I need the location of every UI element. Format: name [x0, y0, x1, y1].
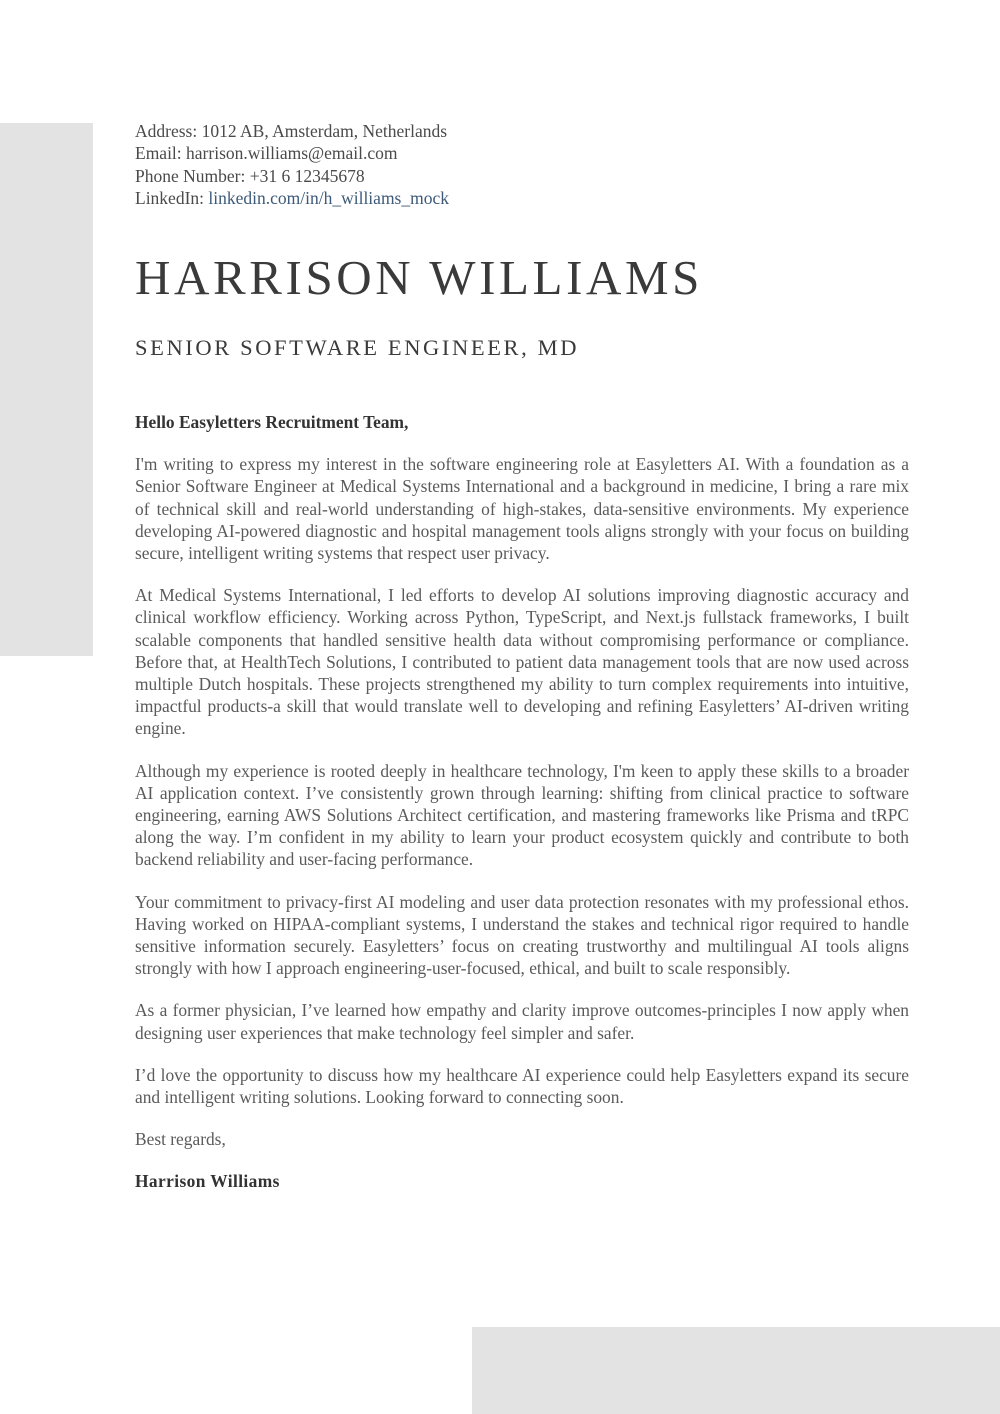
phone-value: +31 6 12345678: [249, 165, 365, 186]
email-value: harrison.williams@email.com: [186, 143, 398, 164]
letter-paragraph: I'm writing to express my interest in the software engineering role at Easyletters AI. With a foundation as a Senior Software Engineer at Medical Systems International and a background in medicine, I bring a rare mix of technical skill and real-world understanding of high-stakes, data-sensitive environments. My experience developing AI-powered diagnostic and hospital management tools aligns strongly with your focus on building secure, intelligent writing systems that respect user privacy.: [135, 454, 909, 564]
letter-paragraph: At Medical Systems International, I led efforts to develop AI solutions improving diagnostic accuracy and clinical workflow efficiency. Working across Python, TypeScript, and Next.js fullstack frameworks, I built scalable components that handled sensitive health data without compromising performance or compliance. Before that, at HealthTech Solutions, I contributed to patient data management tools that are now used across multiple Dutch hospitals. These projects strengthened my ability to turn complex requirements into intuitive, impactful products-a skill that would translate well to developing and refining Easyletters’ AI-driven writing engine.: [135, 585, 909, 739]
letter-paragraph: As a former physician, I’ve learned how empathy and clarity improve outcomes-principles I now apply when designing user experiences that make technology feel simpler and safer.: [135, 1000, 909, 1043]
contact-address: Address: 1012 AB, Amsterdam, Netherlands: [135, 121, 448, 141]
letter-paragraph: Your commitment to privacy-first AI modeling and user data protection resonates with my professional ethos. Having worked on HIPAA-compliant systems, I understand the stakes and technical rigor required to handle sensitive information securely. Easyletters’ focus on creating trustworthy and multilingual AI tools aligns strongly with how I approach engineering-user-focused, ethical, and built to scale responsibly.: [135, 891, 909, 979]
contact-phone: Phone Number: +31 6 12345678: [135, 165, 365, 186]
letter-paragraph: Although my experience is rooted deeply in healthcare technology, I'm keen to apply these skills to a broader AI application context. I’ve consistently grown through learning: shifting from clinical practice to software engineering, earning AWS Solutions Architect certification, and mastering frameworks like Prisma and tRPC along the way. I’m confident in my ability to learn your product ecosystem quickly and contribute to both backend reliability and user-facing performance.: [135, 760, 909, 870]
contact-email: Email: harrison.williams@email.com: [135, 143, 398, 164]
linkedin-link[interactable]: linkedin.com/in/h_williams_mock: [208, 187, 449, 208]
applicant-name: HARRISON WILLIAMS: [135, 250, 703, 305]
letter-closing: Best regards,: [135, 1129, 226, 1150]
decorative-side-block: [0, 123, 93, 656]
letter-greeting: Hello Easyletters Recruitment Team,: [135, 412, 409, 432]
job-title: SENIOR SOFTWARE ENGINEER, MD: [135, 335, 580, 360]
contact-block: [135, 120, 449, 209]
letter-body: [135, 411, 909, 1193]
address-value: 1012 AB, Amsterdam, Netherlands: [201, 121, 448, 141]
letter-signature: Harrison Williams: [135, 1171, 280, 1192]
letter-paragraph: I’d love the opportunity to discuss how my healthcare AI experience could help Easyletters expand its secure and intelligent writing solutions. Looking forward to connecting soon.: [135, 1064, 909, 1108]
contact-linkedin: LinkedIn: linkedin.com/in/h_williams_mock: [135, 187, 449, 208]
decorative-bottom-block: [472, 1327, 1000, 1414]
